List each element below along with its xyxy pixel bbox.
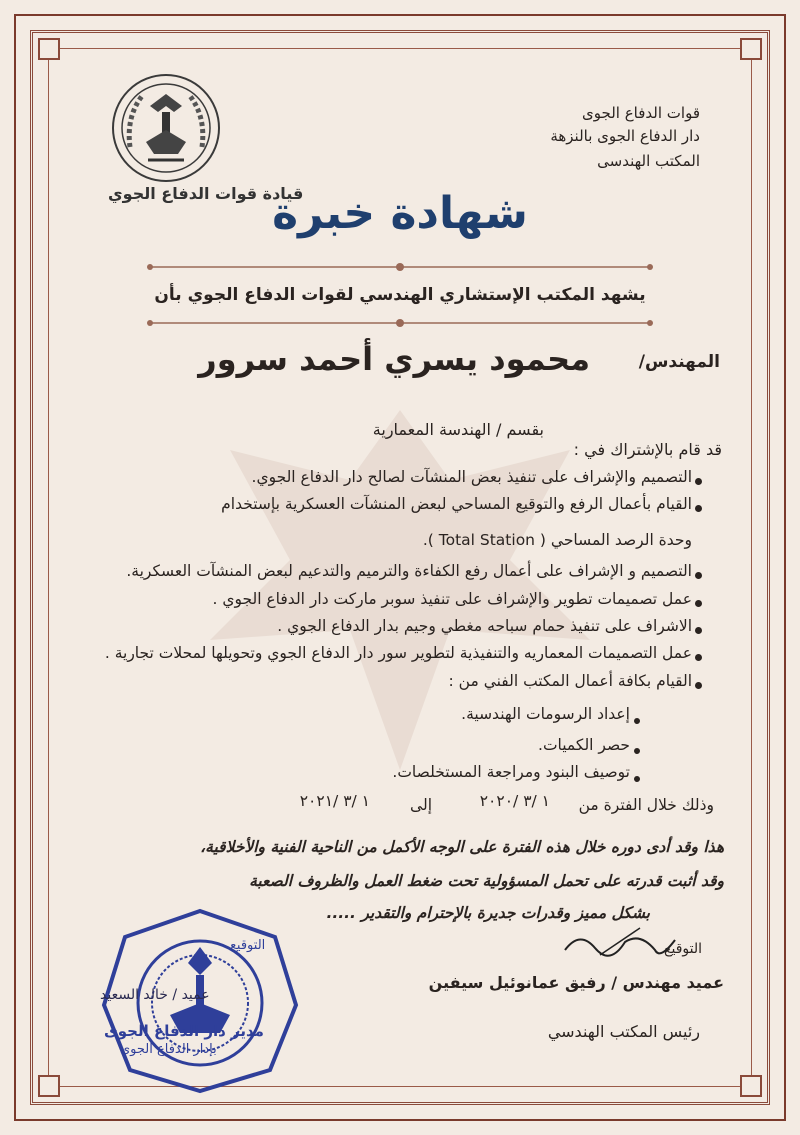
duty-item-continuation: وحدة الرصد المساحي ( Total Station ). [422, 531, 692, 549]
signatory-title: رئيس المكتب الهندسي [547, 1022, 700, 1041]
engineer-label: المهندس/ [638, 352, 720, 372]
sub-bullet [634, 748, 640, 754]
duty-item: التصميم والإشراف على تنفيذ بعض المنشآت لصالح دار الدفاع الجوي. [251, 468, 692, 486]
duty-item: عمل التصميمات المعماريه والتنفيذية لتطوير سور دار الدفاع الجوي وتحويلها لمحلات تجارية . [104, 644, 692, 662]
stamp-name: عميد / خالد السعيد [100, 987, 210, 1003]
ornamental-divider [140, 262, 660, 272]
stamp-line: بإدار الدفاع الجوي [120, 1042, 217, 1057]
closing-line: وقد أثبت قدرته على تحمل المسؤولية تحت ضغط العمل والظروف الصعبة [249, 872, 724, 890]
header-line: قوات الدفاع الجوى [582, 104, 700, 122]
intro-statement: يشهد المكتب الإستشاري الهندسي لقوات الدفاع الجوي بأن [154, 285, 646, 305]
duty-item: التصميم و الإشراف على أعمال رفع الكفاءة والترميم والتدعيم لبعض المنشآت العسكرية. [126, 562, 692, 580]
period-label: وذلك خلال الفترة من [578, 796, 714, 814]
corner-ornament [740, 38, 762, 60]
handwritten-signature [560, 920, 680, 970]
period-to: ١ /٣ /٢٠٢١ [299, 792, 370, 810]
stamp-line: مدير دار الدفاع الجوى [104, 1022, 264, 1040]
header-line: دار الدفاع الجوى بالنزهة [550, 127, 700, 145]
corner-ornament [38, 38, 60, 60]
duty-item: القيام بأعمال الرفع والتوقيع المساحي لبعض المنشآت العسكرية بإستخدام [221, 495, 692, 513]
emblem-caption: قيادة قوات الدفاع الجوي [108, 184, 304, 203]
certificate-title: شهادة خبرة [272, 188, 528, 239]
department: بقسم / الهندسة المعمارية [372, 420, 544, 439]
signatory-name: عميد مهندس / رفيق عمانوئيل سيفين [428, 973, 724, 992]
sub-duty-item: إعداد الرسومات الهندسية. [461, 705, 630, 723]
ornamental-divider [140, 318, 660, 328]
participation-intro: قد قام بالإشتراك في : [573, 440, 722, 459]
closing-line: بشكل مميز وقدرات جديرة بالإحترام والتقدير ..... [326, 904, 650, 922]
bullet [695, 505, 702, 512]
bullet [695, 627, 702, 634]
corner-ornament [740, 1075, 762, 1097]
bullet [695, 600, 702, 607]
sub-duty-item: توصيف البنود ومراجعة المستخلصات. [392, 763, 630, 781]
period-to-label: إلى [410, 796, 432, 814]
bullet [695, 572, 702, 579]
bullet [695, 682, 702, 689]
closing-line: هذا وقد أدى دوره خلال هذه الفترة على الوجه الأكمل من الناحية الفنية والأخلاقية، [200, 838, 724, 856]
air-defense-emblem [108, 72, 224, 184]
corner-ornament [38, 1075, 60, 1097]
signature-label: التوقيع [664, 941, 702, 957]
bullet [695, 654, 702, 661]
period-from: ١ /٣ /٢٠٢٠ [479, 792, 550, 810]
engineer-name: محمود يسري أحمد سرور [198, 340, 590, 378]
bullet [695, 478, 702, 485]
sub-bullet [634, 776, 640, 782]
sub-duty-item: حصر الكميات. [538, 736, 630, 754]
duty-item: الاشراف على تنفيذ حمام سباحه مغطي وجيم بدار الدفاع الجوي . [277, 617, 692, 635]
duty-item: القيام بكافة أعمال المكتب الفني من : [448, 672, 692, 690]
header-line: المكتب الهندسى [597, 152, 700, 170]
sub-bullet [634, 718, 640, 724]
duty-item: عمل تصميمات تطوير والإشراف على تنفيذ سوبر ماركت دار الدفاع الجوي . [212, 590, 692, 608]
stamp-label: التوقيع [230, 938, 266, 953]
